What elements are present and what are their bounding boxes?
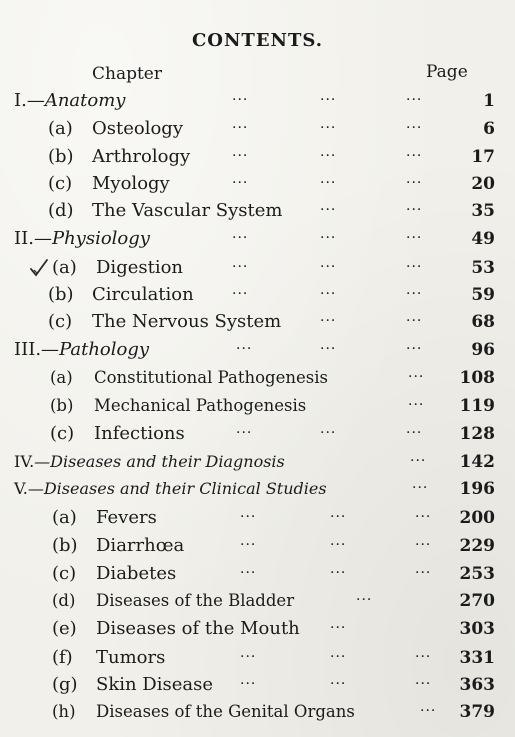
section-title: Diarrhœa (96, 535, 185, 556)
toc-section-row (0, 505, 515, 531)
page-number: 1 (483, 91, 495, 111)
dot-leader: ··· (232, 175, 249, 191)
section-letter: (a) (48, 118, 73, 139)
dot-leader: ··· (415, 565, 432, 581)
section-title: The Nervous System (92, 311, 282, 332)
toc-entry-label (52, 561, 176, 587)
toc-section-row (0, 672, 515, 698)
toc-chapter-row (0, 476, 515, 502)
column-header-page: Page (426, 62, 468, 82)
section-title: Myology (92, 173, 170, 194)
section-letter: (b) (52, 535, 78, 556)
dot-leader: ··· (320, 120, 337, 136)
section-letter: (b) (48, 284, 74, 305)
chapter-numeral: II.— (14, 228, 52, 249)
dot-leader: ··· (406, 259, 423, 275)
dot-leader: ··· (406, 425, 423, 441)
dot-leader: ··· (330, 676, 347, 692)
page-number: 270 (459, 591, 495, 611)
dot-leader: ··· (320, 92, 337, 108)
dot-leader: ··· (330, 649, 347, 665)
dot-leader: ··· (415, 676, 432, 692)
toc-entry-label (52, 505, 157, 531)
dot-leader: ··· (320, 202, 337, 218)
toc-entry-label (48, 171, 170, 197)
dot-leader: ··· (320, 230, 337, 246)
toc-section-row (0, 561, 515, 587)
dot-leader: ··· (232, 120, 249, 136)
dot-leader: ··· (415, 649, 432, 665)
toc-entry-label (50, 421, 185, 447)
dot-leader: ··· (406, 202, 423, 218)
chapter-numeral: V.— (14, 479, 44, 498)
toc-section-row (0, 198, 515, 224)
toc-chapter-row (0, 88, 515, 114)
section-title: Diseases of the Bladder (96, 591, 295, 610)
toc-entry-label (48, 282, 194, 308)
page-number: 303 (459, 619, 495, 639)
page-number: 35 (471, 201, 495, 221)
toc-section-row (0, 171, 515, 197)
column-header-chapter: Chapter (92, 64, 162, 84)
dot-leader: ··· (406, 341, 423, 357)
dot-leader: ··· (330, 620, 347, 636)
dot-leader: ··· (406, 230, 423, 246)
toc-chapter-row (0, 226, 515, 252)
toc-entry-label (48, 198, 282, 224)
dot-leader: ··· (232, 286, 249, 302)
dot-leader: ··· (330, 537, 347, 553)
toc-section-row (0, 365, 515, 391)
section-title: Digestion (96, 257, 184, 278)
dot-leader: ··· (330, 565, 347, 581)
toc-section-row (0, 309, 515, 335)
toc-entry-label (48, 116, 183, 142)
toc-entry-label (14, 337, 149, 363)
section-letter: (b) (50, 396, 74, 415)
section-letter: (b) (48, 146, 74, 167)
section-title: The Vascular System (92, 200, 283, 221)
toc-section-row (0, 421, 515, 447)
page-number: 128 (459, 424, 495, 444)
toc-entry-label (52, 533, 184, 559)
dot-leader: ··· (240, 537, 257, 553)
section-title: Diseases of the Mouth (96, 618, 300, 639)
page-number: 331 (459, 648, 495, 668)
dot-leader: ··· (320, 148, 337, 164)
section-letter: (c) (50, 423, 75, 444)
dot-leader: ··· (320, 313, 337, 329)
toc-section-row (0, 616, 515, 642)
dot-leader: ··· (320, 259, 337, 275)
dot-leader: ··· (240, 509, 257, 525)
dot-leader: ··· (406, 120, 423, 136)
toc-section-row (0, 533, 515, 559)
page-number: 59 (471, 285, 495, 305)
page-number: 108 (459, 368, 495, 388)
dot-leader: ··· (320, 341, 337, 357)
toc-section-row (0, 255, 515, 281)
dot-leader: ··· (412, 480, 429, 496)
section-title: Tumors (96, 647, 166, 668)
section-letter: (a) (52, 257, 77, 278)
chapter-title: Physiology (51, 228, 150, 249)
page-title: CONTENTS. (191, 30, 324, 51)
page-number: 6 (483, 119, 495, 139)
dot-leader: ··· (320, 425, 337, 441)
toc-entry-label (52, 255, 183, 281)
toc-entry-label (48, 309, 281, 335)
toc-entry-label (14, 88, 125, 114)
dot-leader: ··· (406, 313, 423, 329)
dot-leader: ··· (320, 175, 337, 191)
section-letter: (d) (52, 591, 76, 610)
chapter-title: Diseases and their Clinical Studies (43, 479, 327, 498)
toc-entry-label (52, 616, 300, 642)
dot-leader: ··· (330, 509, 347, 525)
page-number: 379 (459, 702, 495, 722)
dot-leader: ··· (320, 286, 337, 302)
toc-entry-label (52, 645, 165, 671)
section-title: Circulation (92, 284, 194, 305)
dot-leader: ··· (232, 230, 249, 246)
toc-entry-label (52, 588, 294, 614)
chapter-numeral: I.— (14, 90, 45, 111)
section-title: Diabetes (96, 563, 177, 584)
dot-leader: ··· (408, 369, 425, 385)
page-number: 200 (459, 508, 495, 528)
page-number: 20 (471, 174, 495, 194)
page-number: 17 (471, 147, 495, 167)
toc-section-row (0, 645, 515, 671)
toc-section-row (0, 282, 515, 308)
dot-leader: ··· (420, 703, 437, 719)
toc-entry-label (50, 365, 328, 391)
page-number: 53 (471, 258, 495, 278)
section-letter: (a) (50, 368, 73, 387)
toc-section-row (0, 699, 515, 725)
section-letter: (e) (52, 618, 77, 639)
toc-section-row (0, 588, 515, 614)
chapter-title: Pathology (59, 339, 150, 360)
section-title: Fevers (96, 507, 157, 528)
toc-entry-label (52, 699, 355, 725)
toc-section-row (0, 116, 515, 142)
dot-leader: ··· (406, 148, 423, 164)
toc-entry-label (48, 144, 190, 170)
dot-leader: ··· (240, 565, 257, 581)
section-letter: (d) (48, 200, 74, 221)
dot-leader: ··· (232, 148, 249, 164)
chapter-numeral: III.— (14, 339, 60, 360)
chapter-numeral: IV.— (14, 452, 51, 471)
section-letter: (g) (52, 674, 78, 695)
section-title: Infections (94, 423, 185, 444)
page-number: 196 (459, 479, 495, 499)
dot-leader: ··· (232, 259, 249, 275)
page-number: 229 (459, 536, 495, 556)
dot-leader: ··· (406, 92, 423, 108)
page-number: 363 (459, 675, 495, 695)
dot-leader: ··· (236, 425, 253, 441)
chapter-title: Anatomy (44, 90, 126, 111)
section-title: Mechanical Pathogenesis (94, 396, 307, 415)
chapter-title: Diseases and their Diagnosis (50, 452, 285, 471)
dot-leader: ··· (406, 286, 423, 302)
section-letter: (c) (48, 173, 73, 194)
toc-entry-label (52, 672, 213, 698)
page-number: 119 (459, 396, 495, 416)
dot-leader: ··· (236, 341, 253, 357)
dot-leader: ··· (240, 676, 257, 692)
dot-leader: ··· (232, 92, 249, 108)
section-title: Arthrology (92, 146, 191, 167)
toc-entry-label (14, 476, 327, 502)
dot-leader: ··· (240, 649, 257, 665)
page-number: 49 (471, 229, 495, 249)
dot-leader: ··· (410, 453, 427, 469)
toc-chapter-row (0, 449, 515, 475)
toc-section-row (0, 144, 515, 170)
toc-entry-label (14, 449, 285, 475)
dot-leader: ··· (415, 537, 432, 553)
dot-leader: ··· (356, 592, 373, 608)
toc-section-row (0, 393, 515, 419)
section-letter: (h) (52, 702, 76, 721)
dot-leader: ··· (408, 397, 425, 413)
section-title: Osteology (92, 118, 184, 139)
toc-chapter-row (0, 337, 515, 363)
toc-entry-label (14, 226, 150, 252)
section-title: Constitutional Pathogenesis (94, 368, 328, 387)
dot-leader: ··· (415, 509, 432, 525)
page-number: 68 (471, 312, 495, 332)
page-number: 253 (459, 564, 495, 584)
page-number: 96 (471, 340, 495, 360)
section-title: Skin Disease (96, 674, 214, 695)
handwritten-check-icon (28, 257, 50, 279)
section-title: Diseases of the Genital Organs (96, 702, 355, 721)
page-number: 142 (459, 452, 495, 472)
section-letter: (c) (52, 563, 77, 584)
dot-leader: ··· (406, 175, 423, 191)
section-letter: (c) (48, 311, 73, 332)
toc-entry-label (50, 393, 306, 419)
section-letter: (f) (52, 647, 73, 668)
section-letter: (a) (52, 507, 77, 528)
